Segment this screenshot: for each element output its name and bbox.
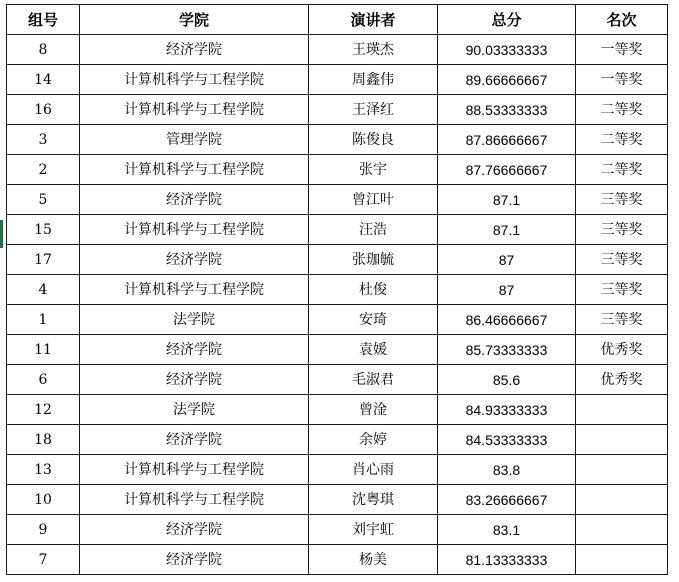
table-row [7,65,668,95]
table-row [7,365,668,395]
cell-score[interactable]: 87.86666667 [438,125,576,155]
cell-speaker[interactable]: 杨美 [309,545,438,575]
cell-group[interactable]: 1 [7,305,80,335]
cell-speaker[interactable]: 毛淑君 [309,365,438,395]
table-row [7,335,668,365]
cell-rank[interactable]: 二等奖 [576,125,668,155]
cell-school[interactable]: 经济学院 [80,425,309,455]
table-row [7,455,668,485]
cell-speaker[interactable]: 陈俊良 [309,125,438,155]
cell-rank[interactable]: 优秀奖 [576,365,668,395]
cell-rank[interactable] [576,455,668,485]
cell-school[interactable]: 经济学院 [80,185,309,215]
header-school[interactable]: 学院 [80,5,309,35]
cell-group[interactable]: 15 [7,215,80,245]
cell-speaker[interactable]: 刘宇虹 [309,515,438,545]
cell-speaker[interactable]: 曾淦 [309,395,438,425]
cell-rank[interactable]: 二等奖 [576,155,668,185]
cell-group[interactable]: 4 [7,275,80,305]
cell-school[interactable]: 计算机科学与工程学院 [80,275,309,305]
cell-score[interactable]: 87.1 [438,185,576,215]
cell-score[interactable]: 87 [438,275,576,305]
table-row [7,485,668,515]
table-row [7,305,668,335]
cell-school[interactable]: 计算机科学与工程学院 [80,455,309,485]
cell-speaker[interactable]: 王瑛杰 [309,35,438,65]
cell-rank[interactable] [576,395,668,425]
cell-school[interactable]: 经济学院 [80,545,309,575]
cell-score[interactable]: 83.8 [438,455,576,485]
cell-group[interactable]: 16 [7,95,80,125]
cell-score[interactable]: 83.1 [438,515,576,545]
cell-score[interactable]: 86.46666667 [438,305,576,335]
cell-school[interactable]: 管理学院 [80,125,309,155]
cell-speaker[interactable]: 袁媛 [309,335,438,365]
cell-score[interactable]: 88.53333333 [438,95,576,125]
cell-score[interactable]: 87.76666667 [438,155,576,185]
cell-rank[interactable]: 三等奖 [576,305,668,335]
cell-score[interactable]: 84.93333333 [438,395,576,425]
cell-group[interactable]: 3 [7,125,80,155]
table-row [7,425,668,455]
table-row [7,125,668,155]
cell-school[interactable]: 经济学院 [80,335,309,365]
cell-speaker[interactable]: 肖心雨 [309,455,438,485]
cell-group[interactable]: 9 [7,515,80,545]
cell-score[interactable]: 90.03333333 [438,35,576,65]
cell-score[interactable]: 87.1 [438,215,576,245]
cell-rank[interactable]: 优秀奖 [576,335,668,365]
results-table [6,4,668,575]
header-rank[interactable]: 名次 [576,5,668,35]
cell-school[interactable]: 经济学院 [80,245,309,275]
cell-school[interactable]: 计算机科学与工程学院 [80,65,309,95]
cell-speaker[interactable]: 周鑫伟 [309,65,438,95]
cell-group[interactable]: 7 [7,545,80,575]
table-row [7,95,668,125]
cell-group[interactable]: 14 [7,65,80,95]
cell-score[interactable]: 85.73333333 [438,335,576,365]
cell-rank[interactable] [576,515,668,545]
cell-school[interactable]: 计算机科学与工程学院 [80,485,309,515]
cell-group[interactable]: 18 [7,425,80,455]
cell-speaker[interactable]: 张宇 [309,155,438,185]
cell-school[interactable]: 经济学院 [80,365,309,395]
cell-speaker[interactable]: 杜俊 [309,275,438,305]
selected-row-marker [0,220,3,248]
cell-speaker[interactable]: 王泽红 [309,95,438,125]
table-row [7,35,668,65]
cell-group[interactable]: 11 [7,335,80,365]
cell-rank[interactable]: 三等奖 [576,245,668,275]
cell-score[interactable]: 85.6 [438,365,576,395]
cell-rank[interactable]: 一等奖 [576,65,668,95]
cell-group[interactable]: 13 [7,455,80,485]
cell-rank[interactable]: 三等奖 [576,275,668,305]
table-body [7,35,668,575]
cell-school[interactable]: 计算机科学与工程学院 [80,155,309,185]
cell-score[interactable]: 87 [438,245,576,275]
cell-score[interactable]: 83.26666667 [438,485,576,515]
cell-rank[interactable]: 二等奖 [576,95,668,125]
cell-speaker[interactable]: 张珈毓 [309,245,438,275]
table-row [7,215,668,245]
cell-score[interactable]: 81.13333333 [438,545,576,575]
table-row [7,515,668,545]
cell-score[interactable]: 84.53333333 [438,425,576,455]
cell-rank[interactable]: 三等奖 [576,215,668,245]
cell-speaker[interactable]: 沈粤琪 [309,485,438,515]
header-row [7,5,668,35]
cell-school[interactable]: 计算机科学与工程学院 [80,215,309,245]
cell-rank[interactable]: 一等奖 [576,35,668,65]
cell-group[interactable]: 10 [7,485,80,515]
cell-speaker[interactable]: 汪浩 [309,215,438,245]
cell-school[interactable]: 经济学院 [80,515,309,545]
table-row [7,185,668,215]
header-speaker[interactable]: 演讲者 [309,5,438,35]
cell-speaker[interactable]: 安琦 [309,305,438,335]
cell-rank[interactable] [576,485,668,515]
cell-school[interactable]: 法学院 [80,395,309,425]
table-row [7,395,668,425]
cell-group[interactable]: 17 [7,245,80,275]
cell-group[interactable]: 5 [7,185,80,215]
cell-speaker[interactable]: 余婷 [309,425,438,455]
cell-speaker[interactable]: 曾江叶 [309,185,438,215]
cell-group[interactable]: 6 [7,365,80,395]
table-row [7,155,668,185]
cell-school[interactable]: 经济学院 [80,35,309,65]
header-score[interactable]: 总分 [438,5,576,35]
cell-group[interactable]: 2 [7,155,80,185]
cell-group[interactable]: 8 [7,35,80,65]
cell-group[interactable]: 12 [7,395,80,425]
cell-school[interactable]: 计算机科学与工程学院 [80,95,309,125]
header-group[interactable]: 组号 [7,5,80,35]
cell-school[interactable]: 法学院 [80,305,309,335]
cell-rank[interactable] [576,425,668,455]
table-row [7,245,668,275]
cell-rank[interactable]: 三等奖 [576,185,668,215]
cell-rank[interactable] [576,545,668,575]
table-row [7,545,668,575]
table-row [7,275,668,305]
cell-score[interactable]: 89.66666667 [438,65,576,95]
